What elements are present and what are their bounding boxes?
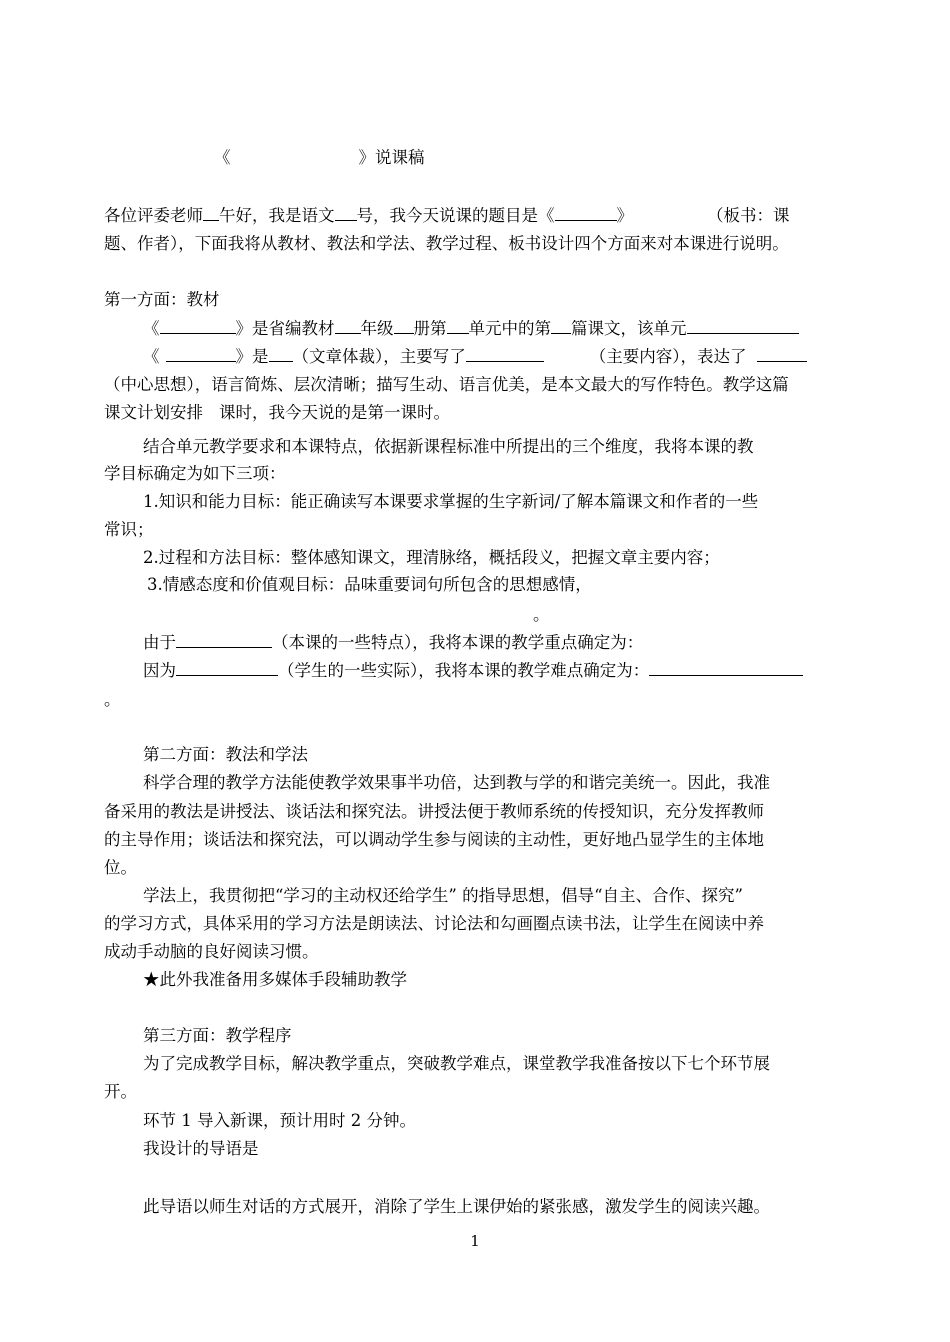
objective-1-line-1: 1.知识和能力目标：能正确读写本课要求掌握的生字新词/了解本篇课文和作者的一些 bbox=[143, 492, 759, 511]
intro-effect: 此导语以师生对话的方式展开，消除了学生上课伊始的紧张感，激发学生的阅读兴趣。 bbox=[143, 1197, 770, 1216]
methods-para-2-line-1: 学法上，我贯彻把“学习的主动权还给学生” 的指导思想，倡导“自主、合作、探究” bbox=[143, 886, 743, 905]
blank-central-idea[interactable] bbox=[757, 346, 807, 362]
methods-para-1-line-2: 备采用的教法是讲授法、谈话法和探究法。讲授法便于教师系统的传授知识，充分发挥教师 bbox=[104, 802, 764, 821]
blank-title-2[interactable] bbox=[166, 346, 236, 362]
blank-unit-theme[interactable] bbox=[687, 318, 799, 334]
section1-heading: 第一方面：教材 bbox=[104, 290, 220, 309]
objective-3: 3.情感态度和价值观目标：品味重要词句所包含的思想感情， bbox=[147, 575, 592, 594]
blank-unit[interactable] bbox=[447, 318, 469, 334]
procedure-line-1: 为了完成教学目标，解决教学重点，突破教学难点，课堂教学我准备按以下七个环节展 bbox=[143, 1054, 770, 1073]
textbook-line-4: 课文计划安排 课时，我今天说的是第一课时。 bbox=[104, 403, 450, 422]
methods-para-1-line-3: 的主导作用；谈话法和探究法，可以调动学生参与阅读的主动性，更好地凸显学生的主体地 bbox=[104, 830, 764, 849]
blank-volume[interactable] bbox=[394, 318, 414, 334]
multimedia-note: ★此外我准备用多媒体手段辅助教学 bbox=[143, 970, 407, 989]
methods-para-2-line-2: 的学习方式，具体采用的学习方法是朗读法、讨论法和勾画圈点读书法，让学生在阅读中养 bbox=[104, 914, 764, 933]
methods-para-1-line-4: 位。 bbox=[104, 858, 137, 877]
difficulty-line: 因为 （学生的一些实际），我将本课的教学难点确定为： bbox=[143, 659, 848, 683]
textbook-line-2: 《 》是 （文章体裁），主要写了 （主要内容），表达了 bbox=[143, 345, 848, 369]
blank-lesson-number[interactable] bbox=[551, 318, 571, 334]
document-title: 《 》说课稿 bbox=[214, 148, 425, 167]
blank-time[interactable] bbox=[203, 205, 219, 221]
section2-heading: 第二方面：教法和学法 bbox=[143, 745, 308, 764]
objectives-intro-1: 结合单元教学要求和本课特点，依据新课程标准中所提出的三个维度，我将本课的教 bbox=[143, 437, 754, 456]
blank-difficulty[interactable] bbox=[649, 660, 803, 676]
textbook-line-3: （中心思想），语言简炼、层次清晰；描写生动、语言优美，是本文最大的写作特色。教学这篇 bbox=[104, 375, 789, 394]
objectives-intro-2: 学目标确定为如下三项： bbox=[104, 464, 286, 483]
blank-title[interactable] bbox=[160, 318, 236, 334]
step-1: 环节 1 导入新课，预计用时 2 分钟。 bbox=[143, 1111, 416, 1130]
page-number: 1 bbox=[470, 1232, 480, 1250]
objective-3-period: 。 bbox=[533, 605, 550, 624]
blank-grade[interactable] bbox=[335, 318, 361, 334]
key-point-line: 由于 （本课的一些特点），我将本课的教学重点确定为： bbox=[143, 633, 644, 652]
intro-line-2: 题、作者），下面我将从教材、教法和学法、教学过程、板书设计四个方面来对本课进行说明。 bbox=[104, 234, 789, 253]
blank-lesson-title[interactable] bbox=[555, 205, 617, 221]
section3-heading: 第三方面：教学程序 bbox=[143, 1026, 292, 1045]
blank-main-content[interactable] bbox=[466, 346, 544, 362]
blank-number[interactable] bbox=[335, 205, 357, 221]
objective-1-line-2: 常识； bbox=[104, 520, 154, 539]
difficulty-period: 。 bbox=[104, 690, 121, 709]
blank-student-situation[interactable] bbox=[176, 660, 278, 676]
intro-line-1: 各位评委老师 午好，我是语文 号，我今天说课的题目是《 》 （板书：课 bbox=[104, 206, 790, 225]
methods-para-1-line-1: 科学合理的教学方法能使教学效果事半功倍，达到教与学的和谐完美统一。因此，我准 bbox=[143, 773, 770, 792]
intro-design: 我设计的导语是 bbox=[143, 1139, 259, 1158]
objective-2: 2.过程和方法目标：整体感知课文，理清脉络，概括段义，把握文章主要内容； bbox=[143, 548, 720, 567]
blank-lesson-features[interactable] bbox=[176, 632, 272, 648]
methods-para-2-line-3: 成动手动脑的良好阅读习惯。 bbox=[104, 942, 319, 961]
textbook-line-1: 《 》是省编教材 年级 册第 单元中的第 篇课文，该单元 bbox=[143, 317, 848, 341]
blank-genre[interactable] bbox=[269, 346, 293, 362]
procedure-line-2: 开。 bbox=[104, 1082, 137, 1101]
